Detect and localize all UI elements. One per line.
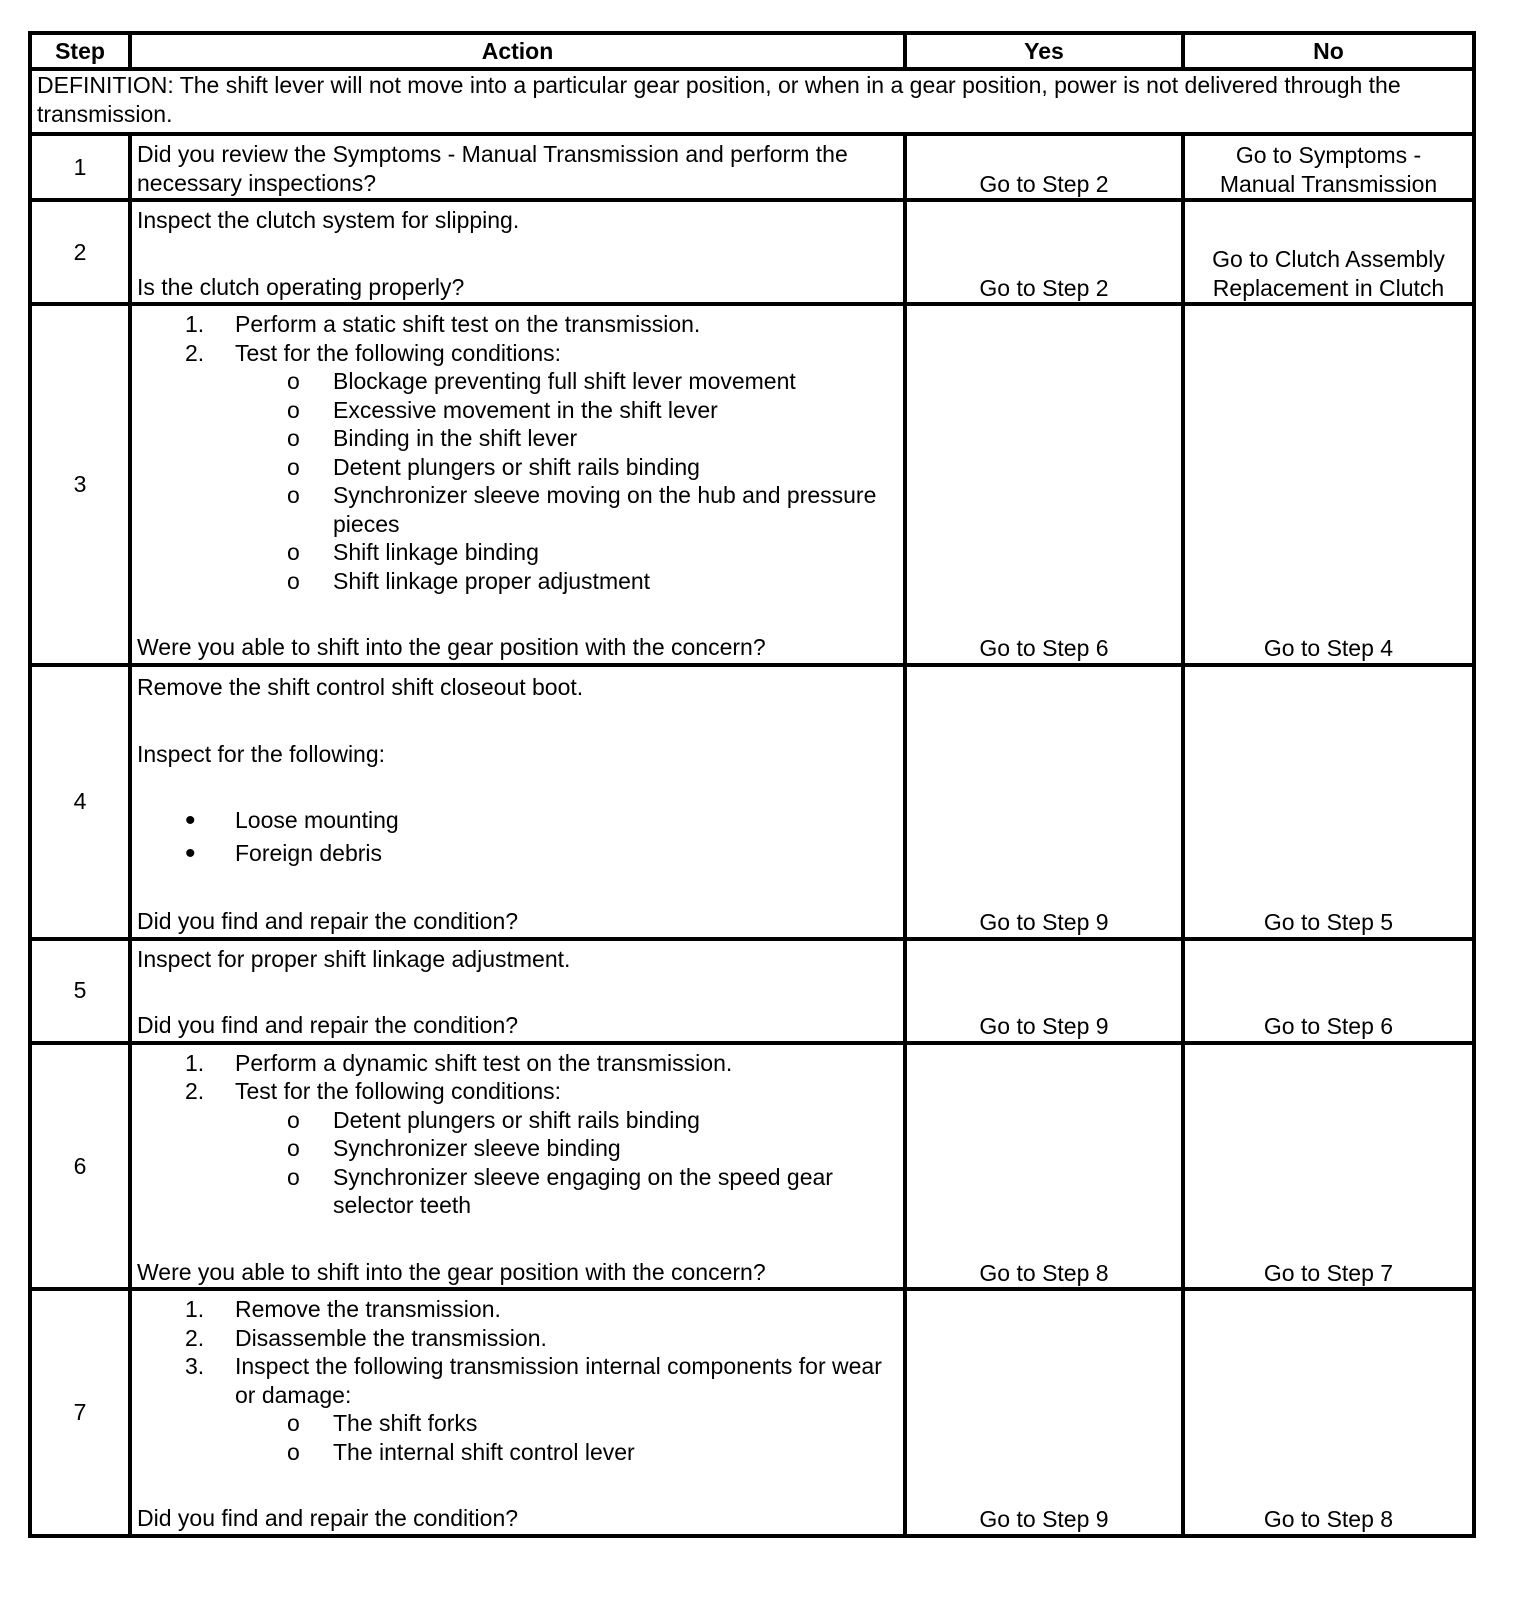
list-number: 1. [185, 311, 205, 337]
sub-list [235, 1409, 898, 1466]
sub-item [235, 567, 898, 596]
list-item [137, 1077, 898, 1220]
list-item [137, 1295, 898, 1324]
sub-text: Shift linkage binding [333, 539, 539, 565]
list-number: 2. [185, 339, 205, 366]
action-cell [130, 134, 905, 200]
action-cell [130, 304, 905, 665]
no-cell [1183, 200, 1474, 304]
sub-text: The shift forks [333, 1410, 478, 1436]
step-number: 5 [30, 939, 130, 1043]
definition-text: DEFINITION: The shift lever will not move into a particular gear position, or when in a gear position, power is not delivered through the transmission. [30, 69, 1474, 134]
bullet-text: Foreign debris [235, 840, 383, 866]
table-row [30, 939, 1474, 1043]
header-action: Action [130, 33, 905, 69]
step-number: 1 [30, 134, 130, 200]
circle-bullet-icon: o [287, 396, 300, 423]
action-question: Were you able to shift into the gear position with the concern? [137, 634, 766, 660]
yes-cell: Go to Step 9 [905, 939, 1183, 1043]
table-row [30, 304, 1474, 665]
action-question: Did you find and repair the condition? [137, 1012, 519, 1038]
circle-bullet-icon: o [287, 1410, 300, 1436]
action-cell [130, 939, 905, 1043]
circle-bullet-icon: o [287, 1438, 300, 1465]
circle-bullet-icon: o [287, 1135, 300, 1161]
action-question: Did you review the Symptoms - Manual Transmission and perform the necessary inspections? [137, 141, 848, 196]
step-number: 2 [30, 200, 130, 304]
list-text: Test for the following conditions: [235, 339, 562, 366]
sub-text: Excessive movement in the shift lever [333, 396, 718, 423]
bullet-item [137, 804, 898, 837]
table-row [30, 1043, 1474, 1290]
yes-cell: Go to Step 2 [905, 134, 1183, 200]
no-line: Go to Symptoms - [1235, 142, 1422, 168]
header-yes: Yes [905, 33, 1183, 69]
list-text: Remove the transmission. [235, 1296, 501, 1322]
no-cell: Go to Step 4 [1183, 304, 1474, 665]
action-cell [130, 665, 905, 939]
header-row [30, 33, 1474, 69]
list-text: Disassemble the transmission. [235, 1324, 547, 1351]
circle-bullet-icon: o [287, 539, 300, 565]
list-text: Test for the following conditions: [235, 1078, 562, 1104]
sub-text: Detent plungers or shift rails binding [333, 1106, 700, 1133]
circle-bullet-icon: o [287, 1106, 300, 1133]
yes-cell: Go to Step 9 [905, 665, 1183, 939]
no-cell: Go to Step 5 [1183, 665, 1474, 939]
sub-text: Detent plungers or shift rails binding [333, 453, 700, 480]
list-number: 1. [185, 1296, 205, 1322]
action-cell [130, 200, 905, 304]
sub-text: Synchronizer sleeve engaging on the speed gear selector teeth [333, 1163, 833, 1218]
sub-text: Synchronizer sleeve binding [333, 1135, 621, 1161]
action-question: Did you find and repair the condition? [137, 908, 519, 934]
header-step: Step [30, 33, 130, 69]
list-text: Inspect the following transmission internal components for wear or damage: [235, 1353, 882, 1408]
bullet-list [137, 804, 898, 870]
step-number: 4 [30, 665, 130, 939]
list-number: 2. [185, 1324, 205, 1351]
action-question: Were you able to shift into the gear position with the concern? [137, 1258, 766, 1285]
step-number: 6 [30, 1043, 130, 1290]
no-cell [1183, 134, 1474, 200]
sub-item [235, 1163, 898, 1220]
header-no: No [1183, 33, 1474, 69]
sub-list [235, 1106, 898, 1220]
definition-row [30, 69, 1474, 134]
table-row [30, 1289, 1474, 1536]
action-cell [130, 1289, 905, 1536]
sub-item [235, 453, 898, 482]
list-text: Perform a static shift test on the transmission. [235, 311, 701, 337]
list-item [137, 1324, 898, 1353]
table-row [30, 665, 1474, 939]
step-number: 3 [30, 304, 130, 665]
action-question: Did you find and repair the condition? [137, 1505, 519, 1531]
circle-bullet-icon: o [287, 425, 300, 451]
sub-text: Shift linkage proper adjustment [333, 567, 651, 594]
list-text: Perform a dynamic shift test on the transmission. [235, 1049, 733, 1076]
bullet-icon: • [185, 837, 196, 870]
sub-item [235, 538, 898, 567]
list-number: 1. [185, 1049, 205, 1076]
sub-item [235, 1106, 898, 1135]
yes-cell: Go to Step 6 [905, 304, 1183, 665]
no-line: Manual Transmission [1219, 170, 1438, 197]
no-cell: Go to Step 7 [1183, 1043, 1474, 1290]
action-intro: Inspect for proper shift linkage adjustment. [137, 945, 571, 972]
sub-list [235, 367, 898, 595]
list-item [137, 310, 898, 339]
no-cell: Go to Step 6 [1183, 939, 1474, 1043]
bullet-icon: • [185, 804, 196, 837]
circle-bullet-icon: o [287, 567, 300, 594]
bullet-text: Loose mounting [235, 807, 399, 833]
step-number: 7 [30, 1289, 130, 1536]
yes-cell: Go to Step 8 [905, 1043, 1183, 1290]
sub-item [235, 367, 898, 396]
yes-cell: Go to Step 2 [905, 200, 1183, 304]
table-row [30, 200, 1474, 304]
action-intro: Inspect the clutch system for slipping. [137, 207, 520, 233]
numbered-list [137, 310, 898, 595]
no-line: Replacement in Clutch [1212, 274, 1445, 301]
list-item [137, 1049, 898, 1078]
list-number: 3. [185, 1353, 205, 1379]
sub-item [235, 424, 898, 453]
sub-text: The internal shift control lever [333, 1438, 635, 1465]
numbered-list [137, 1295, 898, 1466]
bullet-item [137, 837, 898, 870]
table-row [30, 134, 1474, 200]
circle-bullet-icon: o [287, 1163, 300, 1190]
sub-item [235, 1134, 898, 1163]
action-cell [130, 1043, 905, 1290]
action-question: Is the clutch operating properly? [137, 273, 465, 300]
circle-bullet-icon: o [287, 453, 300, 480]
sub-item [235, 1438, 898, 1467]
list-item [137, 339, 898, 596]
sub-item [235, 396, 898, 425]
sub-item [235, 481, 898, 538]
diagnostic-table [28, 31, 1476, 1538]
sub-text: Synchronizer sleeve moving on the hub and pressure pieces [333, 482, 877, 537]
no-line: Go to Clutch Assembly [1212, 246, 1445, 272]
numbered-list [137, 1049, 898, 1220]
action-intro: Remove the shift control shift closeout boot. [137, 674, 584, 700]
sub-text: Binding in the shift lever [333, 425, 578, 451]
circle-bullet-icon: o [287, 368, 300, 394]
sub-text: Blockage preventing full shift lever movement [333, 368, 796, 394]
list-number: 2. [185, 1078, 205, 1104]
circle-bullet-icon: o [287, 482, 300, 508]
yes-cell: Go to Step 9 [905, 1289, 1183, 1536]
sub-item [235, 1409, 898, 1438]
list-item [137, 1352, 898, 1466]
no-cell: Go to Step 8 [1183, 1289, 1474, 1536]
action-intro-2: Inspect for the following: [137, 740, 386, 767]
